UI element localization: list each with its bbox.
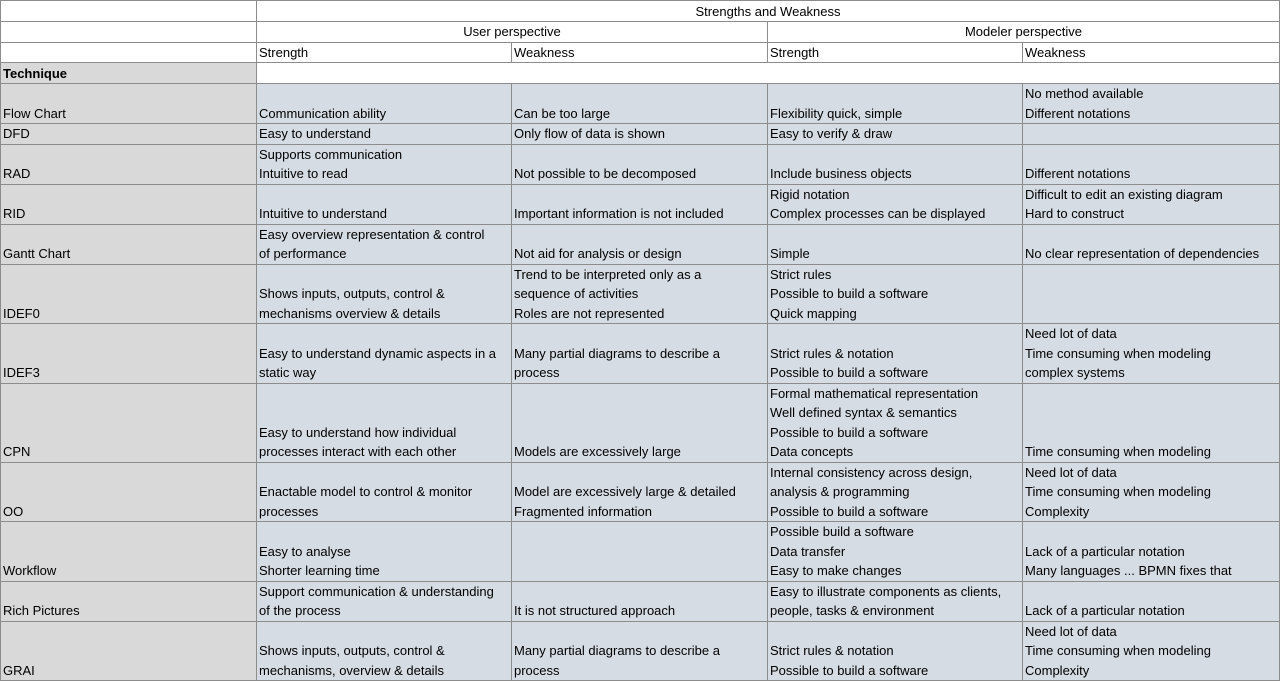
technique-cell[interactable]: RAD	[1, 144, 257, 184]
cell-modeler-strength[interactable]	[768, 264, 1023, 324]
table-row	[1, 621, 1280, 681]
header-row-title	[1, 1, 1280, 22]
cell-line: Data concepts	[770, 444, 854, 459]
cell-line: complex systems	[1025, 365, 1125, 380]
technique-cell[interactable]: DFD	[1, 124, 257, 145]
cell-line: Important information is not included	[514, 206, 724, 221]
table-row	[1, 324, 1280, 384]
cell-user-weakness[interactable]	[512, 84, 768, 124]
cell-line: Easy to understand dynamic aspects in a	[259, 345, 497, 361]
cell-line: Possible to build a software	[770, 424, 929, 440]
cell-line: static way	[259, 365, 317, 380]
cell-line: Shows inputs, outputs, control &	[259, 643, 445, 658]
cell-user-strength[interactable]	[257, 144, 512, 184]
cell-user-weakness[interactable]	[512, 383, 768, 462]
cell-line: Flexibility quick, simple	[770, 105, 903, 121]
cell-line: process	[514, 365, 560, 380]
table-row	[1, 124, 1280, 145]
header-row-subheaders	[1, 42, 1280, 63]
table-row	[1, 184, 1280, 224]
cell-line: Time consuming when modeling	[1025, 345, 1211, 361]
super-header-cell[interactable]: Strengths and Weakness	[257, 1, 1280, 22]
cell-line: Trend to be interpreted only as a	[514, 266, 702, 282]
table-row	[1, 383, 1280, 462]
cell-line: Possible to build a software	[770, 503, 929, 519]
corner-cell[interactable]	[1, 22, 257, 43]
table-row	[1, 581, 1280, 621]
cell-user-weakness[interactable]	[512, 522, 768, 582]
cell-modeler-strength[interactable]	[768, 224, 1023, 264]
cell-line: Possible to build a software	[770, 662, 929, 678]
cell-line: It is not structured approach	[514, 603, 676, 618]
technique-cell[interactable]: IDEF0	[1, 264, 257, 324]
cell-line: Internal consistency across design,	[770, 464, 973, 480]
cell-line: Formal mathematical representation	[770, 385, 979, 401]
group-header-user[interactable]: User perspective	[257, 22, 768, 43]
header-row-groups	[1, 22, 1280, 43]
technique-header-row	[1, 63, 1280, 84]
cell-modeler-strength[interactable]	[768, 383, 1023, 462]
cell-modeler-weakness[interactable]	[1023, 621, 1280, 681]
cell-line: Well defined syntax & semantics	[770, 405, 957, 420]
cell-line: Different notations	[1025, 105, 1131, 121]
cell-user-weakness[interactable]	[512, 144, 768, 184]
technique-cell[interactable]: Gantt Chart	[1, 224, 257, 264]
subheader-user-strength[interactable]: Strength	[257, 42, 512, 63]
cell-modeler-strength[interactable]	[768, 84, 1023, 124]
cell-user-strength[interactable]	[257, 124, 512, 145]
cell-line: No clear representation of dependencies	[1025, 246, 1260, 261]
cell-modeler-weakness[interactable]	[1023, 84, 1280, 124]
cell-modeler-strength[interactable]	[768, 184, 1023, 224]
cell-line: process	[514, 662, 560, 678]
cell-line: Enactable model to control & monitor	[259, 484, 473, 499]
cell-modeler-weakness[interactable]	[1023, 124, 1280, 145]
cell-line: Many partial diagrams to describe a	[514, 345, 720, 361]
corner-cell[interactable]	[1, 42, 257, 63]
cell-modeler-strength[interactable]	[768, 522, 1023, 582]
cell-user-strength[interactable]	[257, 324, 512, 384]
cell-user-weakness[interactable]	[512, 264, 768, 324]
cell-line: Easy to analyse	[259, 543, 351, 559]
technique-cell[interactable]: CPN	[1, 383, 257, 462]
cell-user-strength[interactable]	[257, 621, 512, 681]
cell-line: Not aid for analysis or design	[514, 246, 682, 261]
technique-cell[interactable]: Rich Pictures	[1, 581, 257, 621]
cell-user-weakness[interactable]	[512, 462, 768, 522]
technique-cell[interactable]: Flow Chart	[1, 84, 257, 124]
cell-user-weakness[interactable]	[512, 184, 768, 224]
cell-line: Different notations	[1025, 166, 1131, 181]
cell-line: sequence of activities	[514, 286, 639, 301]
cell-line: Shows inputs, outputs, control &	[259, 286, 445, 301]
cell-line: Need lot of data	[1025, 326, 1117, 341]
table-row	[1, 522, 1280, 582]
group-header-modeler[interactable]: Modeler perspective	[768, 22, 1280, 43]
technique-cell[interactable]: RID	[1, 184, 257, 224]
cell-modeler-strength[interactable]	[768, 462, 1023, 522]
cell-line: Include business objects	[770, 166, 912, 181]
cell-modeler-strength[interactable]	[768, 144, 1023, 184]
cell-line: Data transfer	[770, 543, 846, 559]
cell-line: Possible to build a software	[770, 286, 929, 301]
cell-line: Easy to verify & draw	[770, 126, 893, 141]
cell-line: processes	[259, 503, 319, 519]
cell-line: Strict rules & notation	[770, 643, 894, 658]
cell-line: Lack of a particular notation	[1025, 543, 1185, 559]
corner-cell[interactable]	[1, 1, 257, 22]
cell-user-strength[interactable]	[257, 184, 512, 224]
cell-line: Time consuming when modeling	[1025, 484, 1211, 499]
cell-line: Possible to build a software	[770, 365, 929, 380]
table-row	[1, 264, 1280, 324]
cell-line: mechanisms, overview & details	[259, 662, 444, 678]
cell-modeler-strength[interactable]	[768, 124, 1023, 145]
cell-line: Model are excessively large & detailed	[514, 484, 736, 499]
cell-line: Shorter learning time	[259, 563, 380, 578]
cell-line: Quick mapping	[770, 305, 857, 321]
cell-user-weakness[interactable]	[512, 621, 768, 681]
cell-user-strength[interactable]	[257, 522, 512, 582]
cell-line: Can be too large	[514, 105, 611, 121]
cell-line: of the process	[259, 603, 341, 618]
cell-line: Easy to understand how individual	[259, 424, 457, 440]
cell-line: No method available	[1025, 86, 1144, 101]
cell-line: Many languages ... BPMN fixes that	[1025, 563, 1232, 578]
cell-line: Support communication & understanding	[259, 583, 494, 599]
cell-user-strength[interactable]	[257, 84, 512, 124]
cell-modeler-weakness[interactable]	[1023, 522, 1280, 582]
cell-line: Many partial diagrams to describe a	[514, 643, 720, 658]
cell-user-strength[interactable]	[257, 581, 512, 621]
cell-user-weakness[interactable]	[512, 124, 768, 145]
cell-line: Difficult to edit an existing diagram	[1025, 186, 1223, 202]
cell-line: Strict rules	[770, 266, 832, 282]
cell-line: Easy overview representation & control	[259, 226, 485, 242]
cell-line: of performance	[259, 246, 347, 261]
cell-modeler-weakness[interactable]	[1023, 581, 1280, 621]
cell-modeler-weakness[interactable]	[1023, 462, 1280, 522]
cell-line: processes interact with each other	[259, 444, 457, 459]
cell-line: Intuitive to understand	[259, 206, 387, 221]
cell-line: Models are excessively large	[514, 444, 681, 459]
cell-line: Time consuming when modeling	[1025, 444, 1211, 459]
cell-line: Rigid notation	[770, 186, 850, 202]
cell-line: Need lot of data	[1025, 623, 1117, 639]
table-row	[1, 84, 1280, 124]
cell-line: Communication ability	[259, 105, 387, 121]
cell-line: Possible build a software	[770, 524, 914, 539]
cell-line: Strict rules & notation	[770, 345, 894, 361]
cell-user-strength[interactable]	[257, 224, 512, 264]
cell-user-weakness[interactable]	[512, 581, 768, 621]
cell-line: Supports communication	[259, 146, 403, 162]
cell-line: Intuitive to read	[259, 166, 348, 181]
subheader-modeler-strength[interactable]: Strength	[768, 42, 1023, 63]
cell-modeler-strength[interactable]	[768, 324, 1023, 384]
cell-line: analysis & programming	[770, 484, 910, 499]
cell-user-strength[interactable]	[257, 462, 512, 522]
cell-line: Lack of a particular notation	[1025, 603, 1185, 618]
cell-modeler-weakness[interactable]	[1023, 224, 1280, 264]
cell-user-weakness[interactable]	[512, 224, 768, 264]
cell-modeler-weakness[interactable]	[1023, 144, 1280, 184]
cell-line: Complex processes can be displayed	[770, 206, 986, 221]
table-row	[1, 462, 1280, 522]
cell-user-strength[interactable]	[257, 383, 512, 462]
cell-user-weakness[interactable]	[512, 324, 768, 384]
cell-line: Roles are not represented	[514, 305, 665, 321]
cell-modeler-weakness[interactable]	[1023, 383, 1280, 462]
technique-header-cell[interactable]: Technique	[1, 63, 257, 84]
technique-cell[interactable]: OO	[1, 462, 257, 522]
cell-line: people, tasks & environment	[770, 603, 935, 618]
table-row	[1, 144, 1280, 184]
table-row	[1, 224, 1280, 264]
cell-modeler-strength[interactable]	[768, 581, 1023, 621]
cell-line: Need lot of data	[1025, 464, 1117, 480]
cell-line: Easy to understand	[259, 126, 372, 141]
cell-line: Easy to make changes	[770, 563, 902, 578]
subheader-modeler-weakness[interactable]: Weakness	[1023, 42, 1280, 63]
technique-cell[interactable]: GRAI	[1, 621, 257, 681]
cell-line: mechanisms overview & details	[259, 305, 441, 321]
subheader-user-weakness[interactable]: Weakness	[512, 42, 768, 63]
empty-header-cell[interactable]	[257, 63, 1280, 84]
cell-line: Only flow of data is shown	[514, 126, 666, 141]
cell-line: Hard to construct	[1025, 206, 1124, 221]
cell-user-strength[interactable]	[257, 264, 512, 324]
cell-line: Fragmented information	[514, 503, 653, 519]
technique-cell[interactable]: Workflow	[1, 522, 257, 582]
cell-line: Easy to illustrate components as clients,	[770, 583, 1002, 599]
cell-modeler-weakness[interactable]	[1023, 184, 1280, 224]
cell-modeler-strength[interactable]	[768, 621, 1023, 681]
cell-line: Not possible to be decomposed	[514, 166, 697, 181]
cell-modeler-weakness[interactable]	[1023, 264, 1280, 324]
cell-line: Complexity	[1025, 503, 1090, 519]
cell-line: Time consuming when modeling	[1025, 643, 1211, 658]
cell-line: Simple	[770, 246, 810, 261]
cell-line: Complexity	[1025, 662, 1090, 678]
cell-modeler-weakness[interactable]	[1023, 324, 1280, 384]
technique-cell[interactable]: IDEF3	[1, 324, 257, 384]
